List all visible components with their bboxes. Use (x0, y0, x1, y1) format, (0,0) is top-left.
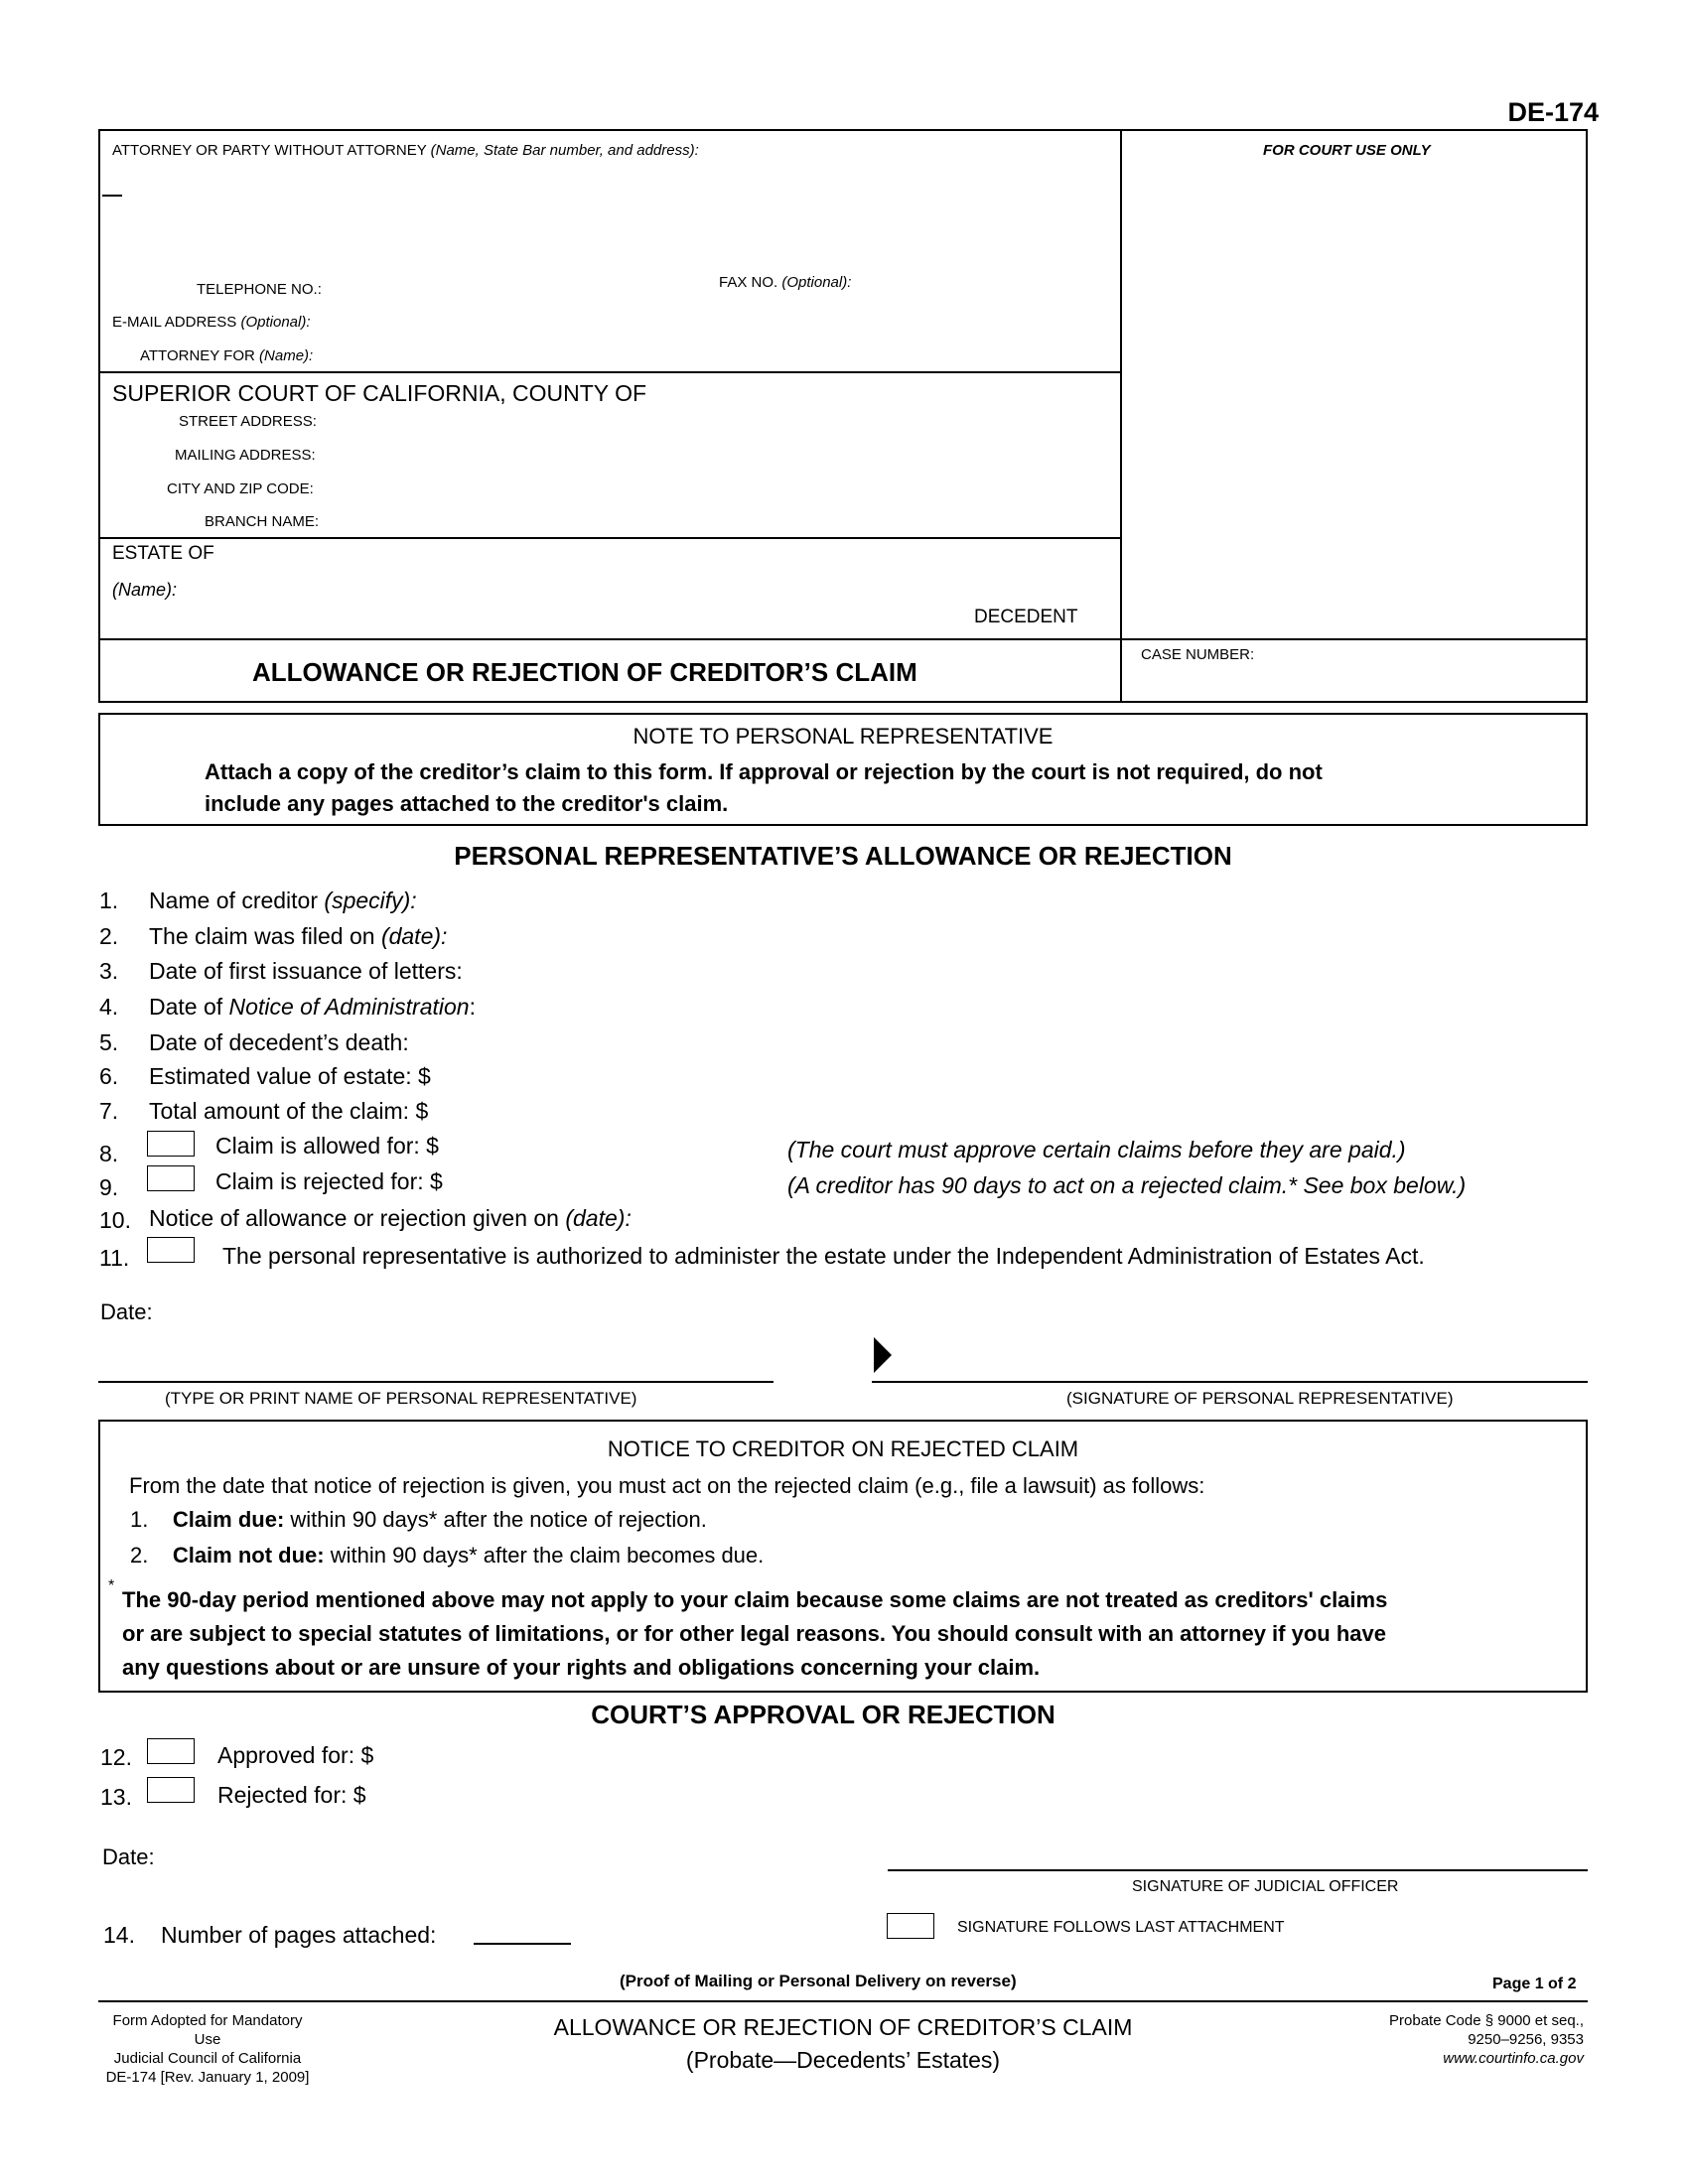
pr-signature-line (872, 1381, 1588, 1383)
item-12-number: 12. (100, 1744, 132, 1770)
court-section-title: COURT’S APPROVAL OR REJECTION (591, 1700, 1055, 1729)
judicial-signature-line (888, 1869, 1588, 1871)
item-6-number: 6. (99, 1063, 119, 1089)
mailing-address-label: MAILING ADDRESS: (175, 447, 316, 464)
header-divider-2 (98, 537, 1122, 539)
header-divider-vertical (1120, 129, 1122, 703)
item-2-text: The claim was filed on (date): (149, 923, 448, 949)
proof-note: (Proof of Mailing or Personal Delivery on reverse) (620, 1972, 1017, 1990)
telephone-label: TELEPHONE NO.: (197, 281, 322, 298)
item-11-text: The personal representative is authorized to administer the estate under the Independent Administration of Estates Act. (222, 1243, 1425, 1269)
item-5-number: 5. (99, 1029, 119, 1055)
note-line-2: include any pages attached to the creditor's claim. (205, 791, 729, 816)
item-14-number: 14. (103, 1922, 135, 1948)
item-7-text: Total amount of the claim: $ (149, 1098, 429, 1124)
header-left-line (98, 129, 100, 703)
footer-left-2: Judicial Council of California (113, 2050, 302, 2067)
notice-intro: From the date that notice of rejection is given, you must act on the rejected claim (e.g., file a lawsuit) as follows: (129, 1473, 1205, 1498)
pr-section-title: PERSONAL REPRESENTATIVE’S ALLOWANCE OR REJECTION (454, 841, 1232, 871)
pr-name-caption: (TYPE OR PRINT NAME OF PERSONAL REPRESENTATIVE) (165, 1389, 637, 1408)
footer-title-2: (Probate—Decedents’ Estates) (685, 2047, 1001, 2073)
attorney-mark (102, 195, 122, 197)
footer-right-2: 9250–9256, 9353 (1468, 2031, 1584, 2048)
footer-line (98, 2000, 1588, 2002)
item-9-text: Claim is rejected for: $ (215, 1168, 443, 1194)
signature-arrow-icon (872, 1335, 894, 1375)
email-label: E-MAIL ADDRESS (Optional): (112, 314, 311, 331)
item-3-number: 3. (99, 958, 119, 984)
signature-follows-checkbox[interactable] (887, 1913, 934, 1939)
item-9-number: 9. (99, 1174, 119, 1200)
footer-right (1286, 2011, 1584, 2068)
estate-of-label: ESTATE OF (112, 543, 214, 564)
decedent-label: DECEDENT (974, 607, 1078, 627)
item-8-note: (The court must approve certain claims before they are paid.) (787, 1137, 1406, 1162)
city-zip-label: CITY AND ZIP CODE: (167, 480, 314, 497)
page-number: Page 1 of 2 (1492, 1976, 1577, 1992)
item-7-number: 7. (99, 1098, 119, 1124)
fax-label: FAX NO. (Optional): (719, 274, 852, 291)
item-14-text: Number of pages attached: (161, 1922, 437, 1948)
notice-item-2: 2. Claim not due: within 90 days* after the claim becomes due. (130, 1543, 765, 1568)
pages-attached-field[interactable] (474, 1943, 571, 1945)
footer-left-3: DE-174 [Rev. January 1, 2009] (105, 2069, 310, 2086)
item-12-text: Approved for: $ (217, 1742, 374, 1768)
item-13-number: 13. (100, 1784, 132, 1810)
header-divider-3 (98, 638, 1588, 640)
item-10-number: 10. (99, 1207, 131, 1233)
header-bottom-line (98, 701, 1588, 703)
court-use-only: FOR COURT USE ONLY (1263, 142, 1431, 159)
case-number-label: CASE NUMBER: (1141, 646, 1255, 663)
notice-footnote-2: or are subject to special statutes of limitations, or for other legal reasons. You should consult with an attorney if you have (122, 1621, 1386, 1646)
note-title: NOTE TO PERSONAL REPRESENTATIVE (633, 724, 1054, 749)
footer-left-1: Form Adopted for Mandatory Use (112, 2012, 303, 2048)
item-3-text: Date of first issuance of letters: (149, 958, 463, 984)
notice-star: * (108, 1577, 115, 1594)
form-id: DE-174 (1507, 97, 1599, 127)
estate-name-label: (Name): (112, 580, 178, 600)
attorney-label: ATTORNEY OR PARTY WITHOUT ATTORNEY (Name, State Bar number, and address): (112, 142, 699, 159)
item-8-number: 8. (99, 1141, 119, 1166)
item-1-text: Name of creditor (specify): (149, 887, 417, 913)
notice-footnote-3: any questions about or are unsure of your rights and obligations concerning your claim. (122, 1655, 1041, 1680)
signature-follows-label: SIGNATURE FOLLOWS LAST ATTACHMENT (957, 1919, 1285, 1936)
pr-name-line (98, 1381, 774, 1383)
item-13-text: Rejected for: $ (217, 1782, 366, 1808)
header-divider-1 (98, 371, 1122, 373)
item-6-text: Estimated value of estate: $ (149, 1063, 431, 1089)
item-8-text: Claim is allowed for: $ (215, 1133, 439, 1159)
note-line-1: Attach a copy of the creditor’s claim to this form. If approval or rejection by the court is not required, do not (205, 759, 1323, 784)
notice-item-1: 1. Claim due: within 90 days* after the notice of rejection. (130, 1507, 707, 1532)
item-9-note: (A creditor has 90 days to act on a rejected claim.* See box below.) (787, 1172, 1467, 1198)
form-title: ALLOWANCE OR REJECTION OF CREDITOR’S CLAIM (252, 657, 917, 687)
item-13-checkbox[interactable] (147, 1777, 195, 1803)
item-11-checkbox[interactable] (147, 1237, 195, 1263)
footer-title-1: ALLOWANCE OR REJECTION OF CREDITOR’S CLAIM (553, 2014, 1133, 2040)
notice-footnote-1: The 90-day period mentioned above may not apply to your claim because some claims are not treated as creditors' claims (122, 1587, 1388, 1612)
judicial-signature-caption: SIGNATURE OF JUDICIAL OFFICER (1132, 1878, 1399, 1895)
item-4-number: 4. (99, 994, 119, 1020)
item-12-checkbox[interactable] (147, 1738, 195, 1764)
item-11-number: 11. (99, 1245, 130, 1271)
item-9-checkbox[interactable] (147, 1165, 195, 1191)
item-2-number: 2. (99, 923, 119, 949)
header-top-line (98, 129, 1588, 131)
court-date-label: Date: (102, 1844, 155, 1869)
footer-right-3: www.courtinfo.ca.gov (1443, 2050, 1584, 2067)
footer-right-1: Probate Code § 9000 et seq., (1389, 2012, 1584, 2029)
street-address-label: STREET ADDRESS: (179, 413, 317, 430)
attorney-for-label: ATTORNEY FOR (Name): (140, 347, 314, 364)
item-4-text: Date of Notice of Administration: (149, 994, 476, 1020)
header-right-line (1586, 129, 1588, 703)
notice-title: NOTICE TO CREDITOR ON REJECTED CLAIM (607, 1436, 1079, 1461)
item-5-text: Date of decedent’s death: (149, 1029, 409, 1055)
court-title: SUPERIOR COURT OF CALIFORNIA, COUNTY OF (112, 380, 647, 406)
pr-date-label: Date: (100, 1299, 153, 1324)
item-10-text: Notice of allowance or rejection given on (date): (149, 1205, 632, 1231)
item-1-number: 1. (99, 887, 119, 913)
branch-name-label: BRANCH NAME: (205, 513, 320, 530)
pr-signature-caption: (SIGNATURE OF PERSONAL REPRESENTATIVE) (1066, 1389, 1454, 1408)
item-8-checkbox[interactable] (147, 1131, 195, 1157)
